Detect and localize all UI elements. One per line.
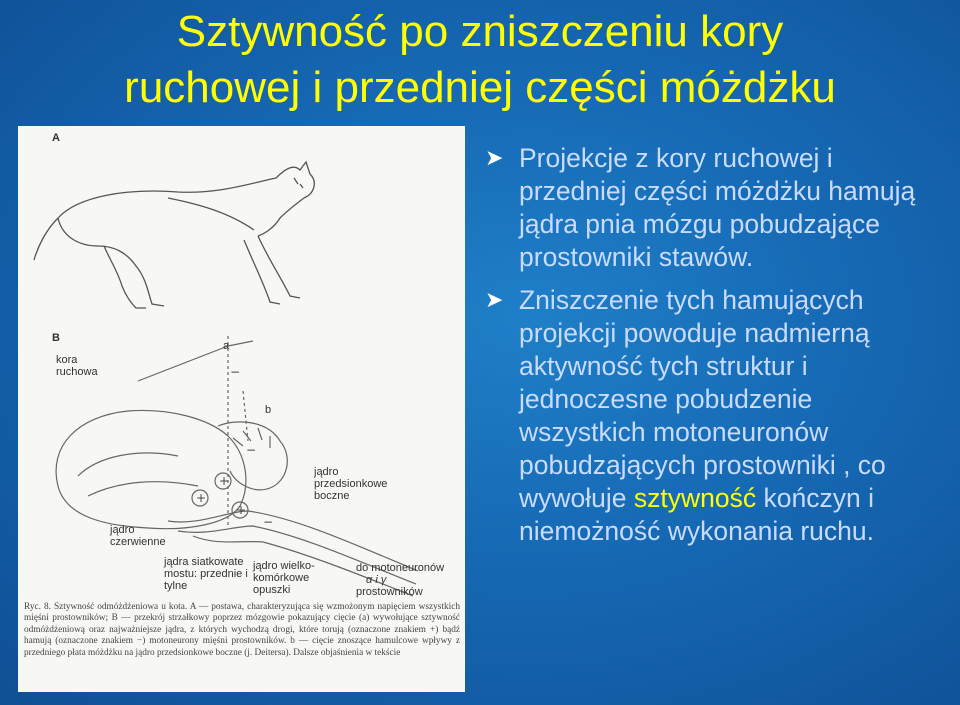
- bullet-text-1: Projekcje z kory ruchowej i przedniej części móżdżku hamują jądra pnia mózgu pobudzające prostowniki stawów.: [519, 143, 916, 272]
- arrowhead-bullet-icon: ➤: [485, 287, 504, 312]
- panel-b-label: B: [52, 332, 60, 344]
- slide-title-line-2: ruchowej i przedniej części móżdżku: [124, 63, 836, 112]
- bullet-list: [483, 142, 943, 558]
- label-reticular-line-3: tylne: [164, 580, 188, 592]
- label-motoneurons-line-2: α i γ: [366, 574, 387, 586]
- label-vestibular-line-2: przedsionkowe: [314, 478, 388, 490]
- label-magnocellular-line-3: opuszki: [253, 584, 291, 596]
- label-kora-line-1: kora: [56, 354, 78, 366]
- highlight-sztywnosc: sztywność: [633, 483, 757, 513]
- label-motoneurons-line-1: do motoneuronów: [356, 562, 445, 574]
- plus-sign: +: [196, 491, 207, 505]
- label-red-nucleus-line-1: jądro: [110, 524, 135, 536]
- figure-caption: Ryc. 8. Sztywność odmóżdżeniowa u kota. A — postawa, charakteryzująca się wzmożonym napięciem wszystkich mięśni prostowników; B — przekrój strzałkowy poprzez mózgowie pokazujący cięcie (a) wywołujące sztywność odmóżdżeniową oraz najważniejsze jądra, z których wychodzą drogi, które torują (oznaczone znakiem +) bądź hamują (oznaczone znakiem −) motoneurony mięśni prostowników. b — cięcie znoszące hamulcowe wpływy z przedniego płata móżdżku na jądro przedsionkowe boczne (j. Deitersa). Dalsze objaśnienia w tekście: [24, 602, 460, 658]
- slide-title-line-1: Sztywność po zniszczeniu kory: [176, 7, 784, 56]
- bullet-text-2: [519, 284, 943, 548]
- label-vestibular-line-3: boczne: [314, 490, 350, 502]
- plus-sign: +: [236, 503, 247, 517]
- bullet-text-2-part-1: Zniszczenie tych hamujących projekcji powoduje nadmierną aktywność tych struktur i jednoczesne pobudzenie wszystkich motoneuronów pobudzających prostowniki , co wywołuje: [519, 285, 886, 513]
- slide-title: [0, 4, 960, 116]
- bullet-item-2: [483, 284, 943, 548]
- label-motoneurons-line-3: prostowników: [356, 586, 423, 598]
- label-reticular-line-1: jądra siatkowate: [164, 556, 244, 568]
- panel-a-label: A: [52, 132, 60, 144]
- label-cut-a: a: [223, 340, 230, 352]
- label-magnocellular-line-1: jądro wielko-: [253, 560, 315, 572]
- label-red-nucleus-line-2: czerwienne: [110, 536, 166, 548]
- decerebrate-rigidity-figure: [18, 126, 465, 692]
- bullet-text-2-part-2: kończyn i niemożność wykonania ruchu.: [519, 483, 874, 546]
- cat-posture-drawing: [34, 162, 314, 308]
- label-reticular-line-2: mostu: przednie i: [164, 568, 248, 580]
- plus-sign: +: [219, 474, 230, 488]
- bullet-item-1: [483, 142, 943, 274]
- label-kora-line-2: ruchowa: [56, 366, 98, 378]
- label-vestibular-line-1: jądro: [314, 466, 339, 478]
- minus-sign: −: [263, 515, 274, 529]
- label-magnocellular-line-2: komórkowe: [253, 572, 310, 584]
- arrowhead-bullet-icon: ➤: [485, 145, 504, 170]
- label-cut-b: b: [265, 404, 272, 416]
- minus-sign: −: [246, 443, 257, 457]
- minus-sign: −: [230, 365, 241, 379]
